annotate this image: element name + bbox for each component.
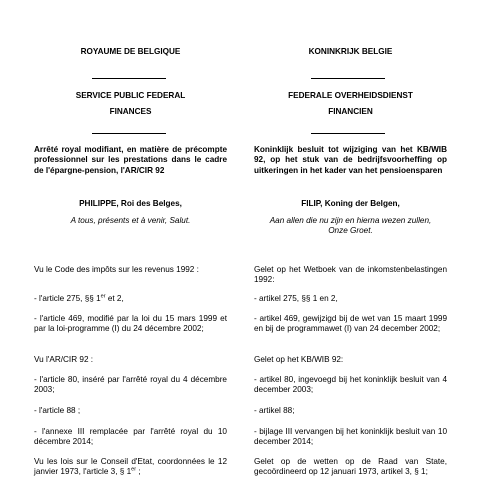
kingdom-heading-fr: ROYAUME DE BELGIQUE <box>80 47 181 56</box>
paragraph-nl-8: Gelet op de wetten op de Raad van State, gecoördineerd op 12 januari 1973, artikel 3, § 1; <box>254 457 447 477</box>
paragraph-fr-3: - l'article 469, modifié par la loi du 15 mars 1999 et par la loi-programme (I) du 24 décembre 2002; <box>34 314 227 334</box>
paragraph-nl-3: - artikel 469, gewijzigd bij de wet van 15 maart 1999 en bij de programmawet (I) van 24 december 2002; <box>254 314 447 334</box>
paragraph-fr-8-tail: ; <box>136 467 141 477</box>
king-line-fr: PHILIPPE, Roi des Belges, <box>79 199 182 208</box>
service-line1-nl: FEDERALE OVERHEIDSDIENST <box>288 91 413 100</box>
paragraph-nl-6: - artikel 88; <box>254 406 295 415</box>
superscript-fr-8: er <box>131 466 137 473</box>
paragraph-fr-2 <box>34 294 227 304</box>
paragraph-fr-2-tail: et 2, <box>105 294 124 303</box>
separator-rule-fr-1 <box>92 78 166 79</box>
service-line1-fr: SERVICE PUBLIC FEDERAL <box>75 91 186 100</box>
paragraph-nl-4: Gelet op het KB/WIB 92: <box>254 355 344 364</box>
service-line2-fr: FINANCES <box>109 107 152 116</box>
decree-title-nl: Koninklijk besluit tot wijziging van het KB/WIB 92, op het stuk van de bedrijfsvoorheffing op uitkeringen in het kader van het pensioensparen <box>254 145 447 175</box>
greeting-nl-line2: Onze Groet. <box>328 226 373 235</box>
paragraph-fr-4: Vu l'AR/CIR 92 : <box>34 355 94 364</box>
greeting-fr: A tous, présents et à venir, Salut. <box>70 216 191 225</box>
separator-rule-fr-2 <box>92 133 166 134</box>
paragraph-fr-8-text: Vu les lois sur le Conseil d'Etat, coordonnées le 12 janvier 1973, l'article 3, § 1 <box>34 457 227 477</box>
decree-title-fr: Arrêté royal modifiant, en matière de précompte professionnel sur les prestations dans le cadre de l'épargne-pension, l'AR/CIR 92 <box>34 145 227 175</box>
paragraph-fr-7: - l'annexe III remplacée par l'arrêté royal du 10 décembre 2014; <box>34 427 227 447</box>
paragraph-nl-1: Gelet op het Wetboek van de inkomstenbelastingen 1992: <box>254 265 447 285</box>
superscript-fr-2: er <box>100 293 106 300</box>
paragraph-fr-5: - l'article 80, inséré par l'arrêté royal du 4 décembre 2003; <box>34 375 227 395</box>
separator-rule-nl-1 <box>311 78 385 79</box>
kingdom-heading-nl: KONINKRIJK BELGIE <box>308 47 393 56</box>
separator-rule-nl-2 <box>311 133 385 134</box>
paragraph-nl-7: - bijlage III vervangen bij het koninklijk besluit van 10 december 2014; <box>254 427 447 447</box>
greeting-nl-line1: Aan allen die nu zijn en hierna wezen zullen, <box>269 216 432 225</box>
paragraph-fr-6: - l'article 88 ; <box>34 406 81 415</box>
paragraph-nl-5: - artikel 80, ingevoegd bij het koninklijk besluit van 4 december 2003; <box>254 375 447 395</box>
paragraph-fr-8 <box>34 457 227 478</box>
paragraph-nl-2: - artikel 275, §§ 1 en 2, <box>254 294 338 303</box>
service-line2-nl: FINANCIEN <box>328 107 373 116</box>
king-line-nl: FILIP, Koning der Belgen, <box>301 199 400 208</box>
paragraph-fr-2-text: - l'article 275, §§ 1 <box>34 294 101 303</box>
paragraph-fr-1: Vu le Code des impôts sur les revenus 1992 : <box>34 265 199 274</box>
